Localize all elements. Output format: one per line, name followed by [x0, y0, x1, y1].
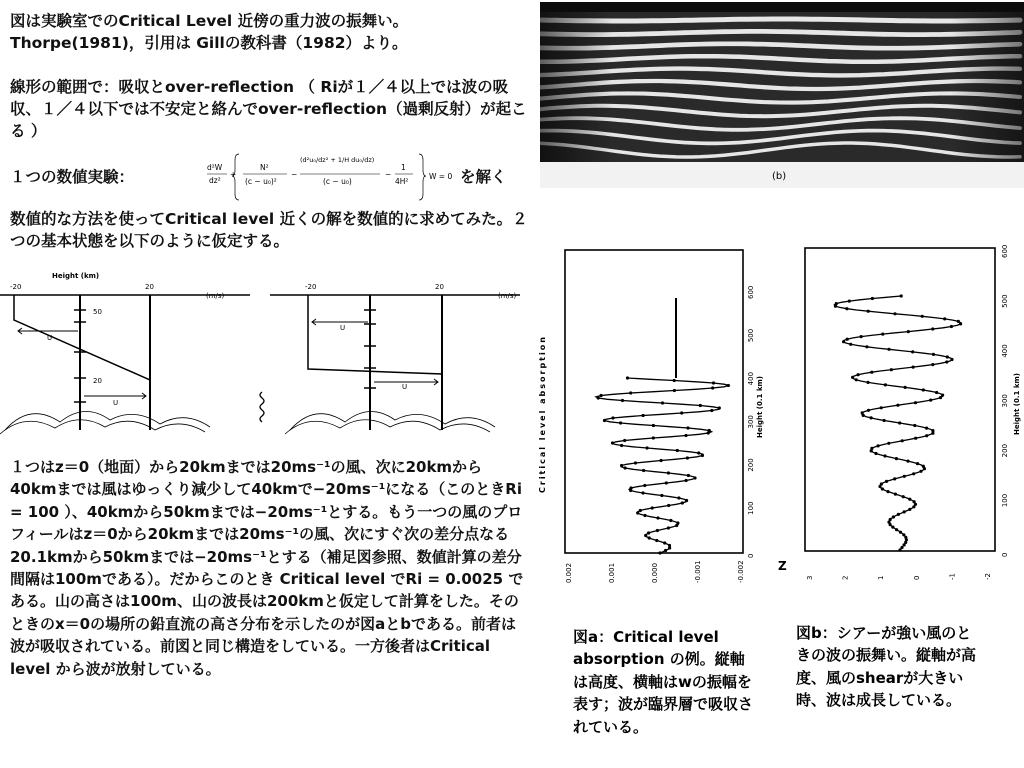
plot-b-point	[851, 376, 854, 379]
eq-last-num: 1	[401, 163, 406, 172]
intro-paragraph: 図は実験室でのCritical Level 近傍の重力波の振舞い。Thorpe(1981)，引用は Gillの教科書（1982）より。	[10, 12, 409, 52]
plot-b-point	[890, 368, 893, 371]
plot-a-point	[676, 521, 679, 524]
plot-a-point	[667, 471, 670, 474]
plot-a-point	[661, 401, 664, 404]
plot-a-point	[701, 454, 704, 457]
plot-a-point	[656, 516, 659, 519]
plot-a-point	[652, 436, 655, 439]
plot-a-point	[620, 444, 623, 447]
plot-a-y-tick-label: 500	[747, 328, 755, 343]
plot-b-point	[894, 493, 897, 496]
plot-b-x-tick-label: 3	[806, 575, 814, 580]
plot-a-point	[634, 461, 637, 464]
plot-a-point	[693, 476, 696, 479]
plot-a-point	[620, 464, 623, 467]
plot-a-point	[673, 379, 676, 382]
plot-b-point	[912, 366, 915, 369]
plot-b-x-tick-label: 2	[841, 575, 850, 580]
wave-equation	[205, 148, 490, 204]
photo-caption: (b)	[772, 171, 787, 182]
svg-text:−: −	[385, 170, 392, 179]
wind-right-tick-neg: -20	[305, 283, 317, 291]
plot-b-point	[865, 345, 868, 348]
plot-b-point	[874, 452, 877, 455]
plot-a-point	[647, 531, 650, 534]
plot-b-point	[897, 513, 900, 516]
plot-b-point	[908, 508, 911, 511]
plot-a-point	[648, 536, 651, 539]
plot-a-point	[621, 399, 624, 402]
plot-b-point	[896, 404, 899, 407]
plot-a-point	[710, 409, 713, 412]
plot-b-point	[931, 327, 934, 330]
eq-inner-num: (d²u₀/dz² + 1/H du₀/dz)	[300, 156, 375, 164]
plot-a-point	[687, 474, 690, 477]
plot-a-point	[597, 396, 600, 399]
plot-a-point	[667, 526, 670, 529]
experiment-description-paragraph: １つはz＝0（地面）から20kmまでは20ms⁻¹の風、次に20kmから40kmまでは風はゆっくり減少して40kmで−20ms⁻¹になる（このときRi = 100 ）、40kmから50kmまでは−20ms⁻¹とする。もう一つの風のプロフィールはz＝0から20kmまでは20ms⁻¹の風、次にすぐ次の差分点なる20.1kmから50kmまでは−20ms⁻¹とする（補足図参照、数値計算の差分間隔は100mである）。だからこのとき Critical level でRi = 0.0025 である。山の高さは100m、山の波長は200kmと仮定して計算をした。そのときのx＝0の場所の鉛直流の高さ分布を示したのが図aとbである。前者は波が吸収されている。前図と同じ構造をしている。一方後者はCritical level から波が放射している。	[10, 458, 524, 678]
plot-a-point	[641, 491, 644, 494]
plot-a-point	[697, 451, 700, 454]
wind-left-units: (m/s)	[206, 292, 225, 300]
plot-b-point	[950, 358, 953, 361]
plot-b-point	[870, 416, 873, 419]
plot-b-point	[912, 472, 915, 475]
plot-b-point	[916, 462, 919, 465]
plot-b-point	[914, 437, 917, 440]
plot-b-point	[902, 533, 905, 536]
plot-b-point	[957, 320, 960, 323]
plot-a-point	[711, 386, 714, 389]
plot-a-point	[626, 376, 629, 379]
plot-a-point	[624, 466, 627, 469]
wind-right-u-upper: U	[340, 324, 346, 332]
plot-b-point	[922, 465, 925, 468]
plot-b-point	[887, 442, 890, 445]
wind-left-height-label: Height (km)	[52, 272, 100, 280]
plot-a-point	[673, 389, 676, 392]
plot-b-point	[871, 297, 874, 300]
plot-b-point	[950, 325, 953, 328]
plot-b-point	[884, 383, 887, 386]
plot-a-point	[623, 439, 626, 442]
plot-a-point	[642, 469, 645, 472]
eq-lhs-num: d²W	[207, 163, 223, 172]
method-paragraph: 数値的な方法を使ってCritical level 近くの解を数値的に求めてみた。２つの基本状態を以下のように仮定する。	[10, 210, 528, 250]
plot-a-point	[619, 421, 622, 424]
plot-a-x-tick-label: -0.001	[694, 560, 702, 583]
plot-b-curve	[834, 296, 961, 550]
plot-a-point	[643, 514, 646, 517]
plot-b-point	[911, 350, 914, 353]
plot-b-point	[866, 381, 869, 384]
plot-b-ylabel: Height (0.1 km)	[1013, 373, 1021, 435]
wind-left-tick-neg: -20	[10, 283, 22, 291]
plot-a-point	[630, 486, 633, 489]
plot-a-point	[644, 534, 647, 537]
plot-a-point	[658, 551, 661, 554]
plot-b-point	[931, 429, 934, 432]
wind-profile-left	[0, 262, 265, 437]
plot-a-point	[655, 539, 658, 542]
plot-b-point	[946, 355, 949, 358]
plot-a-y-tick-label: 100	[747, 501, 755, 515]
plot-b-point	[860, 335, 863, 338]
plot-b-y-tick-label: 500	[1001, 294, 1009, 308]
plot-b-point	[900, 294, 903, 297]
eq-lhs-den: dz²	[209, 176, 221, 185]
plot-a-point	[669, 519, 672, 522]
plot-b-point	[906, 460, 909, 463]
plot-a-point	[611, 441, 614, 444]
plot-a-point	[685, 499, 688, 502]
plot-a-point	[611, 416, 614, 419]
plot-b-point	[904, 386, 907, 389]
wind-profile-right	[270, 262, 530, 437]
plot-a-point	[677, 496, 680, 499]
plot-a-point	[685, 479, 688, 482]
plot-b-point	[904, 536, 907, 539]
plot-b-point	[845, 307, 848, 310]
plot-b-point	[907, 330, 910, 333]
plot-b-point	[922, 388, 925, 391]
plot-a-x-tick-label: 0.001	[608, 562, 616, 583]
plot-a-point	[600, 394, 603, 397]
wind-left-u-lower: U	[113, 399, 119, 407]
plot-a-y-tick-label: 0	[747, 553, 755, 558]
numerical-experiment-label: １つの数値実験：	[10, 168, 135, 186]
plot-b-point	[900, 546, 903, 549]
plot-a-title: Critical level absorption	[538, 335, 547, 493]
plot-a-x-tick-label: 0.002	[565, 562, 573, 583]
plot-b-axis-letter: Z	[778, 559, 787, 573]
plot-b-point	[929, 399, 932, 402]
linear-range-paragraph: 線形の範囲で：吸収とover-reflection （ Riが１／４以上では波の吸収、１／４以下では不安定と絡んでover-reflection（過剰反射）が起こる ）	[10, 78, 527, 140]
plot-a	[535, 243, 770, 583]
plot-b-point	[867, 409, 870, 412]
plot-a-point	[656, 529, 659, 532]
plot-a-point	[718, 406, 721, 409]
plot-a-x-tick-label: 0.000	[651, 562, 659, 583]
plot-b-point	[857, 373, 860, 376]
plot-a-point	[639, 509, 642, 512]
plot-a-y-tick-label: 600	[747, 285, 755, 299]
plot-b-point	[893, 312, 896, 315]
plot-b-point	[861, 411, 864, 414]
plot-b-point	[913, 500, 916, 503]
plot-b-point	[881, 333, 884, 336]
plot-a-point	[663, 541, 666, 544]
plot-a-point	[699, 404, 702, 407]
plot-a-point	[660, 494, 663, 497]
plot-b-y-tick-label: 600	[1001, 244, 1009, 258]
plot-a-point	[684, 434, 687, 437]
plot-b-point	[835, 302, 838, 305]
plot-a-point	[686, 456, 689, 459]
caption-figure-a: 図a：Critical level absorption の例。縦軸は高度、横軸はwの振幅を表す；波が臨界層で吸収されている。	[573, 628, 754, 736]
plot-b-point	[880, 482, 883, 485]
plot-b-point	[891, 526, 894, 529]
plot-b-point	[881, 487, 884, 490]
plot-b-point	[925, 434, 928, 437]
plot-a-point	[636, 511, 639, 514]
lab-experiment-photo	[540, 2, 1024, 188]
plot-a-point	[665, 481, 668, 484]
plot-b-point	[867, 310, 870, 313]
plot-a-point	[686, 426, 689, 429]
plot-b-point	[925, 427, 928, 430]
plot-a-point	[652, 424, 655, 427]
plot-a-y-tick-label: 300	[747, 415, 755, 429]
plot-b-point	[889, 518, 892, 521]
wind-right-units: (m/s)	[498, 292, 517, 300]
plot-b-point	[921, 315, 924, 318]
plot-a-point	[712, 381, 715, 384]
plot-a-y-tick-label: 200	[747, 458, 755, 472]
plot-b-y-tick-label: 0	[1001, 552, 1009, 557]
plot-b-point	[895, 528, 898, 531]
plot-b-x-tick-label: 0	[912, 575, 921, 580]
plot-b-point	[941, 394, 944, 397]
plot-a-point	[676, 449, 679, 452]
plot-b-point	[945, 360, 948, 363]
plot-b-point	[887, 348, 890, 351]
plot-b	[775, 240, 1024, 585]
plot-a-point	[651, 506, 654, 509]
solve-label: を解く	[460, 168, 507, 186]
eq-c-u0-sq: (c − u₀)²	[245, 177, 277, 186]
plot-a-point	[667, 504, 670, 507]
plot-b-point	[870, 371, 873, 374]
plot-a-point	[643, 484, 646, 487]
plot-a-y-tick-label: 400	[747, 371, 755, 386]
plot-b-point	[903, 475, 906, 478]
wind-left-tick-20: 20	[93, 377, 102, 385]
plot-b-point	[959, 322, 962, 325]
plot-b-y-tick-label: 200	[1001, 443, 1009, 458]
plot-b-point	[842, 340, 845, 343]
wind-left-u-upper: U	[47, 334, 53, 342]
plot-a-point	[603, 419, 606, 422]
wind-left-tick-pos: 20	[145, 283, 154, 291]
plot-a-point	[664, 549, 667, 552]
wind-right-u-lower: U	[402, 383, 408, 391]
wind-left-tick-50: 50	[93, 308, 102, 316]
eq-last-den: 4H²	[395, 177, 409, 186]
eq-n2: N²	[260, 163, 269, 172]
plot-b-point	[899, 531, 902, 534]
plot-b-point	[943, 317, 946, 320]
plot-b-point	[903, 510, 906, 513]
plot-b-point	[932, 353, 935, 356]
plot-b-point	[908, 498, 911, 501]
plot-a-x-tick-label: -0.002	[737, 560, 745, 583]
plot-a-point	[646, 446, 649, 449]
plot-b-point	[931, 363, 934, 366]
eq-rhs: W = 0	[429, 172, 453, 181]
plot-b-point	[892, 515, 895, 518]
plot-b-point	[939, 396, 942, 399]
plot-a-point	[629, 391, 632, 394]
plot-a-point	[727, 384, 730, 387]
plot-b-point	[919, 470, 922, 473]
wind-right-tick-pos: 20	[435, 283, 444, 291]
plot-a-point	[642, 414, 645, 417]
plot-b-x-tick-label: -1	[948, 573, 957, 580]
svg-text:−: −	[291, 170, 298, 179]
plot-b-point	[914, 401, 917, 404]
plot-b-point	[849, 343, 852, 346]
plot-b-point	[893, 477, 896, 480]
plot-b-point	[880, 406, 883, 409]
plot-b-point	[898, 421, 901, 424]
plot-a-point	[708, 429, 711, 432]
plot-b-point	[902, 495, 905, 498]
plot-b-point	[913, 424, 916, 427]
plot-b-point	[855, 378, 858, 381]
eq-inner-den: (c − u₀)	[323, 177, 352, 186]
plot-b-point	[895, 457, 898, 460]
plot-b-point	[901, 439, 904, 442]
plot-b-y-tick-label: 400	[1001, 344, 1009, 358]
plot-b-point	[848, 300, 851, 303]
plot-b-point	[883, 454, 886, 457]
plot-b-y-tick-label: 300	[1001, 394, 1009, 408]
plot-b-x-tick-label: 1	[877, 575, 886, 580]
plot-a-ylabel: Height (0.1 km)	[756, 376, 764, 438]
plot-b-point	[898, 548, 901, 551]
plot-b-point	[885, 480, 888, 483]
plot-a-point	[681, 501, 684, 504]
plot-b-point	[883, 419, 886, 422]
plot-b-point	[935, 391, 938, 394]
svg-text:+: +	[230, 170, 237, 179]
plot-b-y-tick-label: 100	[1001, 493, 1009, 508]
plot-b-point	[846, 338, 849, 341]
plot-b-point	[870, 447, 873, 450]
plot-a-point	[668, 544, 671, 547]
plot-b-point	[886, 490, 889, 493]
plot-a-point	[680, 411, 683, 414]
plot-b-x-tick-label: -2	[984, 573, 992, 580]
plot-b-point	[877, 444, 880, 447]
caption-figure-b: 図b：シアーが強い風のときの波の振舞い。縦軸が高度、風のshearが大きい時、波は成長している。	[796, 624, 977, 710]
plot-a-point	[660, 459, 663, 462]
